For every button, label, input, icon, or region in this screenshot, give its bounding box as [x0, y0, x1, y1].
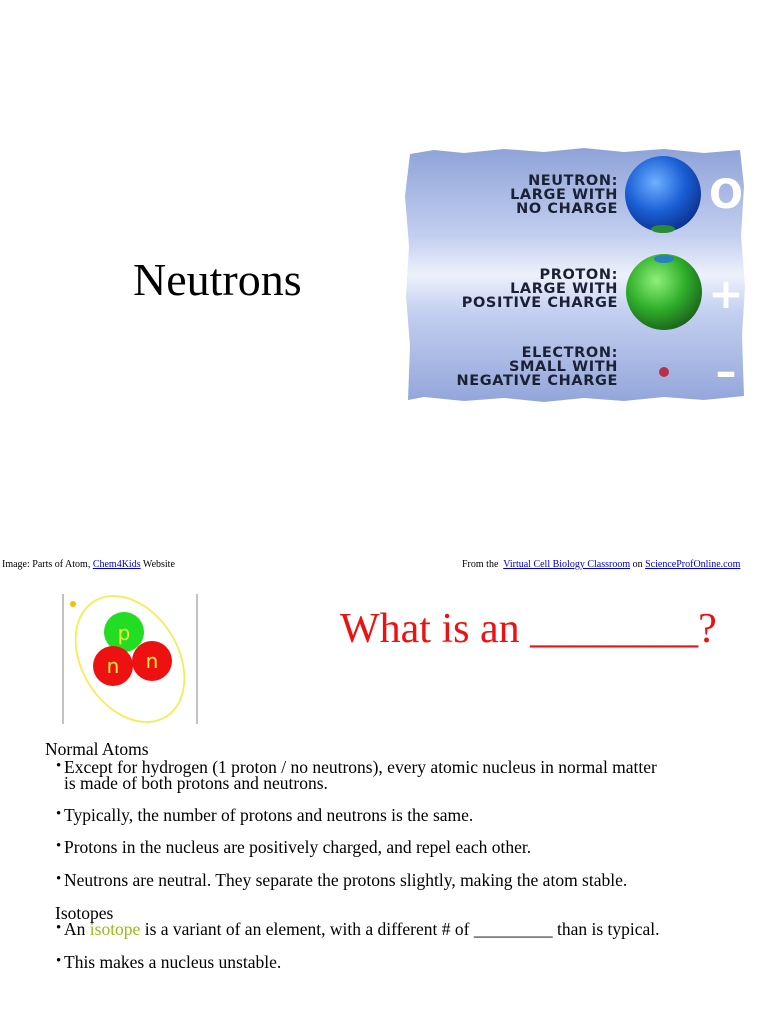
- bullet-hydrogen-line1: • Except for hydrogen (1 proton / no neutrons), every atomic nucleus in normal matter: [64, 757, 657, 777]
- atom-parts-image: [404, 146, 746, 404]
- isotope-pre: An: [64, 919, 90, 939]
- neutron-letter-left: n: [106, 654, 120, 678]
- normal-atoms-heading: Normal Atoms: [45, 739, 149, 759]
- proton-spot: [654, 255, 674, 263]
- isotope-post: is a variant of an element, with a different # of _________ than is typical.: [140, 919, 660, 939]
- neutron-letter-right: n: [145, 649, 159, 673]
- source-middle: on: [630, 559, 646, 570]
- bullet-neutral-text: Neutrons are neutral. They separate the protons slightly, making the atom stable.: [64, 870, 628, 890]
- credit-suffix: Website: [140, 559, 175, 570]
- bullet-isotope: [56, 921, 724, 937]
- electron-dot: [659, 367, 669, 377]
- image-credit: [2, 559, 175, 570]
- proton-letter: p: [117, 621, 131, 645]
- bullet-repel-text: Protons in the nucleus are positively charged, and repel each other.: [64, 837, 532, 857]
- atom-diagram: [62, 594, 200, 726]
- electron-label-1: ELECTRON:: [521, 345, 618, 361]
- bullet-repel: [56, 839, 724, 855]
- source-credit: [462, 559, 740, 570]
- neutron-spot: [651, 225, 675, 233]
- bullet-unstable-text: This makes a nucleus unstable.: [64, 952, 282, 972]
- positive-symbol: +: [708, 269, 744, 318]
- bullet-hydrogen: [56, 759, 724, 791]
- bullet-neutral: [56, 872, 724, 888]
- scienceprofonline-link[interactable]: ScienceProfOnline.com: [645, 559, 741, 570]
- bullet-same-number-text: Typically, the number of protons and neutrons is the same.: [64, 805, 474, 825]
- proton-sphere: [626, 254, 702, 330]
- neutron-sphere: [625, 156, 701, 232]
- negative-symbol: –: [715, 347, 737, 396]
- virtual-cell-link[interactable]: Virtual Cell Biology Classroom: [503, 559, 631, 570]
- isotope-highlight: isotope: [89, 919, 141, 939]
- chem4kids-link[interactable]: Chem4Kids: [92, 559, 141, 570]
- proton-label-2: LARGE WITH: [510, 281, 618, 297]
- neutron-label-2: LARGE WITH: [510, 187, 618, 203]
- credit-prefix: Image: Parts of Atom,: [2, 559, 93, 570]
- source-prefix: From the: [462, 559, 504, 570]
- bullet-unstable: [56, 954, 724, 970]
- bullet-hydrogen-line2: is made of both protons and neutrons.: [64, 773, 328, 793]
- electron-label-3: NEGATIVE CHARGE: [456, 373, 618, 389]
- slide-title: Neutrons: [133, 254, 302, 305]
- electron-label-2: SMALL WITH: [508, 359, 618, 375]
- neutron-label-3: NO CHARGE: [516, 201, 618, 217]
- orbit-electron: [70, 601, 76, 607]
- proton-label-1: PROTON:: [539, 267, 618, 283]
- neutral-symbol: O: [708, 172, 744, 218]
- question-heading: What is an ________?: [340, 606, 717, 652]
- isotopes-heading: Isotopes: [55, 903, 114, 923]
- neutron-label-1: NEUTRON:: [528, 173, 618, 189]
- proton-label-3: POSITIVE CHARGE: [461, 295, 618, 311]
- bullet-same-number: [56, 807, 724, 823]
